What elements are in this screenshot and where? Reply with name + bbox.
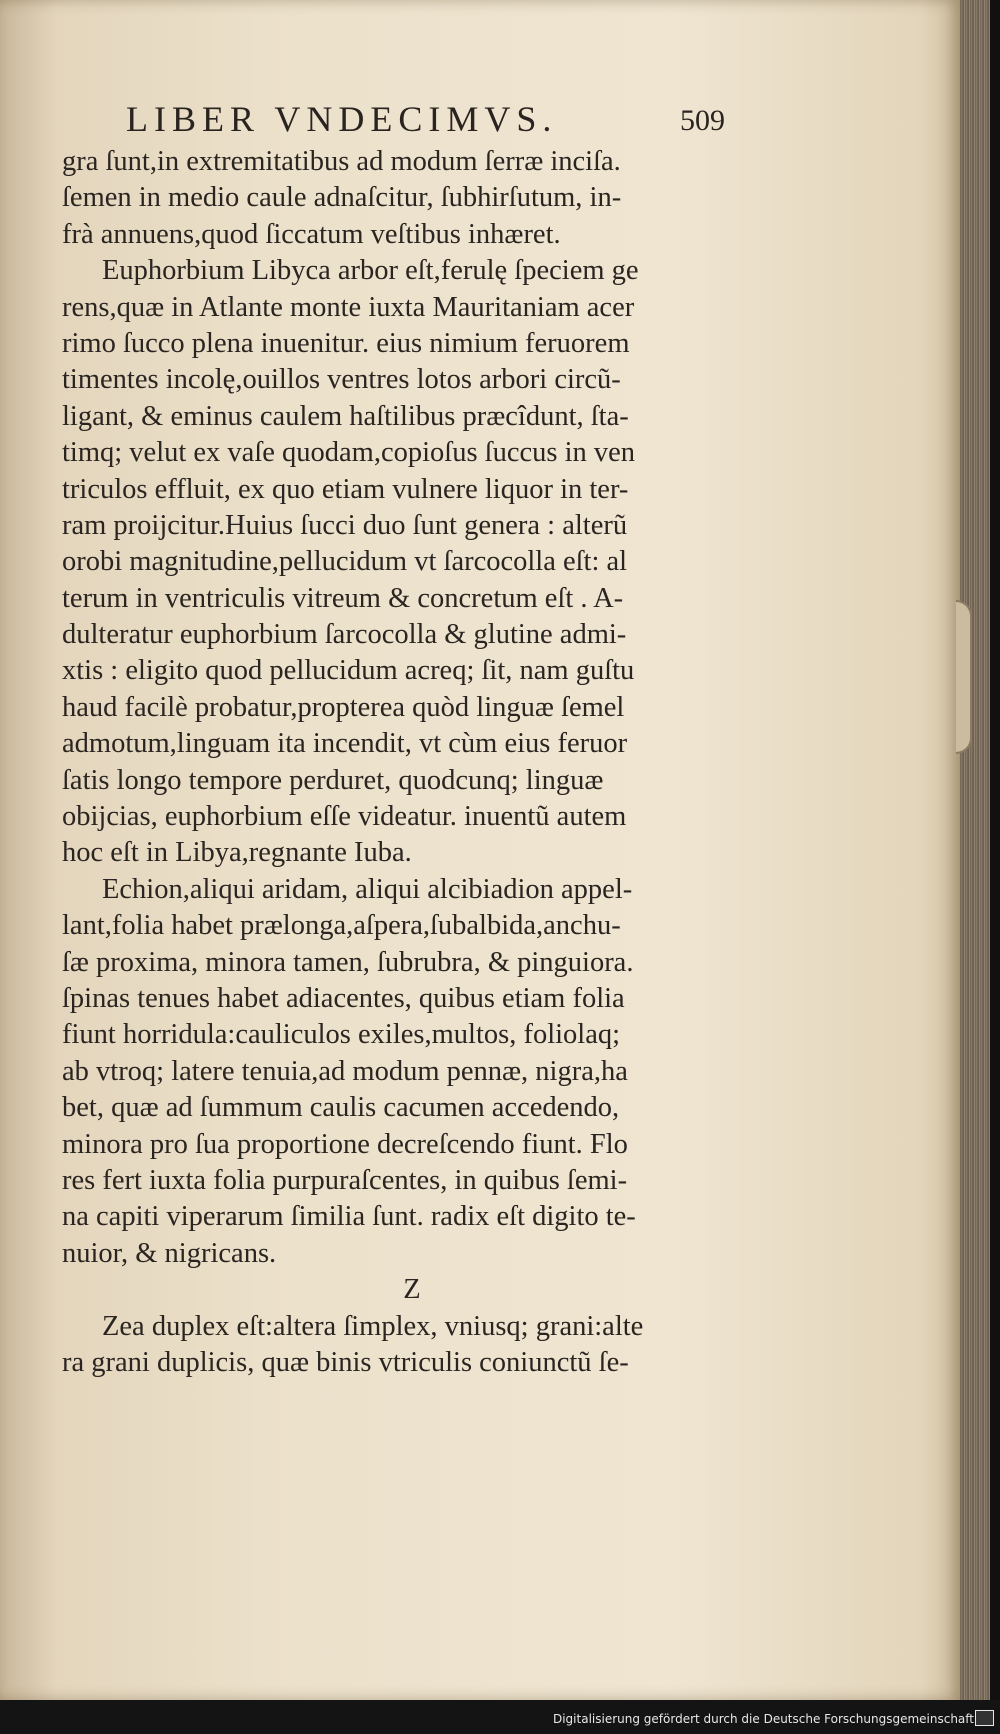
text-line: bet, quæ ad ſummum caulis cacumen accedendo, — [62, 1092, 620, 1124]
text-line: orobi magnitudine,pellucidum vt ſarcocolla eſt: al — [62, 546, 628, 578]
text-line: ra grani duplicis, quæ binis vtriculis coniunctũ ſe- — [62, 1346, 629, 1378]
text-line: rens,quæ in Atlante monte iuxta Mauritaniam acer — [62, 291, 635, 323]
text-line: terum in ventriculis vitreum & concretum eſt . A- — [62, 582, 624, 614]
text-line: gra ſunt,in extremitatibus ad modum ſerræ inciſa. — [62, 146, 621, 177]
text-line: minora pro ſua proportione decreſcendo fiunt. Flo — [62, 1128, 628, 1160]
text-line: ram proijcitur.Huius ſucci duo ſunt genera : alterũ — [62, 509, 628, 541]
text-line: Echion,aliqui aridam, aliqui alcibiadion appel- — [102, 873, 633, 905]
section-letter: Z — [403, 1274, 421, 1306]
text-line: timq; velut ex vaſe quodam,copioſus ſuccus in ven — [62, 437, 636, 469]
text-line: hoc eſt in Libya,regnante Iuba. — [62, 837, 412, 869]
thumb-index-tab — [956, 600, 972, 754]
page-number: 509 — [680, 104, 725, 137]
text-line: lant,folia habet prælonga,aſpera,ſubalbida,anchu- — [62, 910, 621, 942]
text-line: Euphorbium Libyca arbor eſt,ferulę ſpeciem ge — [102, 255, 639, 287]
text-line: ligant, & eminus caulem haſtilibus præcîdunt, ſta- — [62, 400, 629, 432]
text-line: dulteratur euphorbium ſarcocolla & glutine admi- — [62, 619, 627, 651]
text-line: ſemen in medio caule adnaſcitur, ſubhirſutum, in- — [62, 182, 622, 214]
text-line: rimo ſucco plena inuenitur. eius nimium feruorem — [62, 327, 630, 359]
text-line: xtis : eligito quod pellucidum acreq; ſit, nam guſtu — [62, 655, 635, 687]
scan-border-bottom — [0, 1700, 1000, 1734]
text-line: ab vtroq; latere tenuia,ad modum pennæ, nigra,ha — [62, 1055, 628, 1087]
text-line: haud facilè probatur,propterea quòd linguæ ſemel — [62, 691, 625, 723]
text-line: Zea duplex eſt:altera ſimplex, vniusq; grani:alte — [102, 1310, 644, 1342]
dfg-logo-icon — [975, 1710, 994, 1726]
text-line: ſpinas tenues habet adiacentes, quibus etiam folia — [62, 982, 625, 1014]
text-line: fiunt horridula:cauliculos exiles,multos, foliolaq; — [62, 1019, 621, 1051]
text-line: admotum,linguam ita incendit, vt cùm eius feruor — [62, 728, 628, 760]
text-line: nuior, & nigricans. — [62, 1237, 277, 1269]
text-line: ſæ proxima, minora tamen, ſubrubra, & pinguiora. — [62, 946, 634, 978]
page-header — [0, 98, 960, 144]
page-edge-stack — [960, 0, 990, 1700]
text-line: frà annuens,quod ſiccatum veſtibus inhæret. — [62, 218, 561, 250]
body-text — [62, 144, 762, 1381]
text-line: obijcias, euphorbium eſſe videatur. inuentũ autem — [62, 801, 627, 833]
text-line: timentes incolę,ouillos ventres lotos arbori circũ- — [62, 364, 621, 396]
text-line: res fert iuxta folia purpuraſcentes, in quibus ſemi- — [62, 1164, 628, 1196]
digitization-credit: Digitalisierung gefördert durch die Deutsche Forschungsgemeinschaft — [552, 1712, 974, 1726]
text-line: triculos effluit, ex quo etiam vulnere liquor in ter- — [62, 473, 629, 505]
scan-border-right — [990, 0, 1000, 1734]
text-line: na capiti viperarum ſimilia ſunt. radix eſt digito te- — [62, 1201, 636, 1233]
text-line: ſatis longo tempore perduret, quodcunq; linguæ — [62, 764, 604, 796]
running-head: LIBER VNDECIMVS. — [126, 99, 558, 139]
